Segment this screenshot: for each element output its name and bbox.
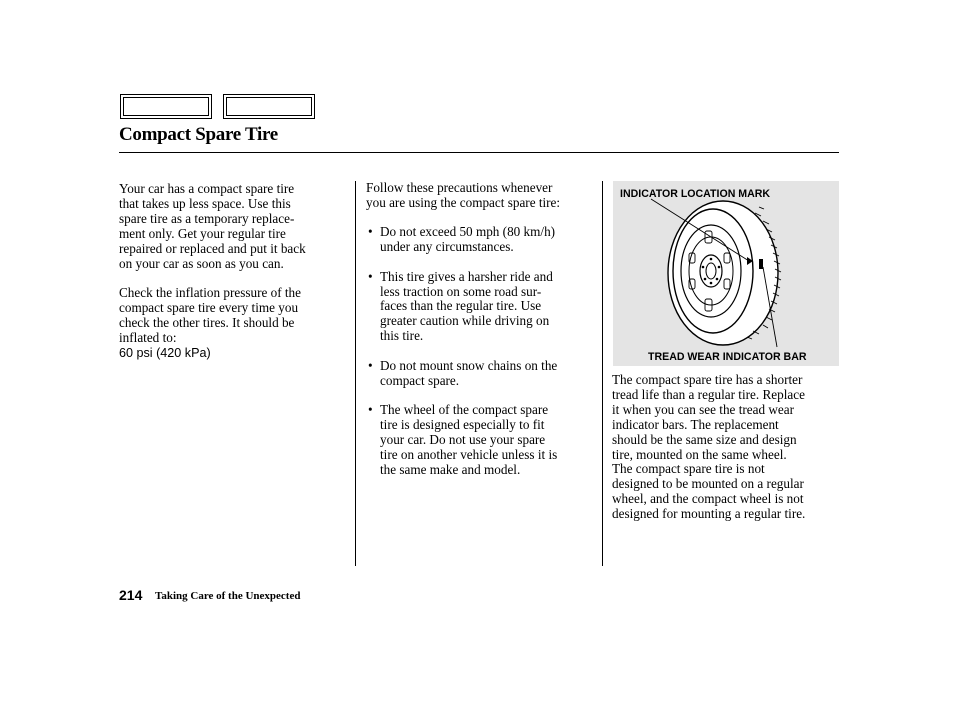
text-line: The compact spare tire has a shorter (612, 372, 803, 387)
page-title: Compact Spare Tire (119, 124, 278, 145)
text-line: the same make and model. (380, 461, 521, 477)
text-line: Do not mount snow chains on the (380, 357, 558, 373)
text-line: faces than the regular tire. Use (380, 298, 542, 314)
page-number: 214 (119, 587, 143, 603)
text-line: The wheel of the compact spare (380, 401, 549, 417)
text-line: inflated to: (119, 329, 177, 345)
text-line: tire on another vehicle unless it is (380, 446, 558, 462)
column-middle (366, 181, 594, 478)
paragraph-intro (119, 182, 344, 271)
tire-illustration (613, 181, 839, 366)
indicator-location-mark-label: INDICATOR LOCATION MARK (620, 188, 771, 200)
list-item (366, 225, 594, 255)
text-line: Do not exceed 50 mph (80 km/h) (380, 224, 556, 240)
text-line: Follow these precautions whenever (366, 180, 553, 195)
text-line: ment only. Get your regular tire (119, 225, 286, 241)
text-line: tread life than a regular tire. Replace (612, 386, 805, 402)
bullet-icon: • (368, 357, 373, 373)
text-line: compact spare. (380, 372, 460, 388)
text-line: Your car has a compact spare tire (119, 181, 295, 196)
text-line: your car. Do not use your spare (380, 431, 546, 447)
text-line: you are using the compact spare tire: (366, 194, 561, 210)
text-line: designed to be mounted on a regular (612, 476, 804, 492)
text-line: spare tire as a temporary replace- (119, 210, 295, 226)
inflation-pressure-value: 60 psi (420 kPa) (119, 345, 211, 360)
list-item (366, 403, 594, 478)
text-line: less traction on some road sur- (380, 283, 542, 299)
bullet-icon: • (368, 224, 373, 240)
paragraph-precautions-intro (366, 181, 594, 211)
text-line: tire, mounted on the same wheel. (612, 446, 787, 462)
paragraph-tread-life (612, 373, 840, 522)
spare-tire-icon (613, 181, 839, 366)
section-name: Taking Care of the Unexpected (155, 590, 301, 602)
text-line: should be the same size and design (612, 431, 797, 447)
text-line: This tire gives a harsher ride and (380, 268, 553, 284)
text-line: greater caution while driving on (380, 313, 550, 329)
bullet-icon: • (368, 268, 373, 284)
column-right (612, 373, 840, 522)
title-divider (119, 152, 839, 153)
tread-wear-indicator-bar-label: TREAD WEAR INDICATOR BAR (648, 351, 807, 363)
text-line: designed for mounting a regular tire. (612, 506, 806, 522)
text-line: under any circumstances. (380, 239, 514, 255)
text-line: on your car as soon as you can. (119, 255, 284, 271)
text-line: tire is designed especially to fit (380, 416, 545, 432)
text-line: check the other tires. It should be (119, 314, 295, 330)
list-item (366, 270, 594, 345)
text-line: wheel, and the compact wheel is not (612, 491, 804, 507)
nav-button-next[interactable] (223, 94, 315, 119)
column-divider (355, 181, 356, 566)
text-line: indicator bars. The replacement (612, 416, 779, 432)
bullet-icon: • (368, 401, 373, 417)
text-line: it when you can see the tread wear (612, 401, 794, 417)
text-line: compact spare tire every time you (119, 299, 299, 315)
nav-button-previous[interactable] (120, 94, 212, 119)
text-line: this tire. (380, 328, 424, 344)
column-left (119, 182, 344, 360)
text-line: that takes up less space. Use this (119, 195, 291, 211)
column-divider (602, 181, 603, 566)
paragraph-inflation (119, 286, 344, 361)
text-line: Check the inflation pressure of the (119, 284, 302, 300)
list-item (366, 359, 594, 389)
text-line: The compact spare tire is not (612, 461, 765, 477)
text-line: repaired or replaced and put it back (119, 240, 306, 256)
